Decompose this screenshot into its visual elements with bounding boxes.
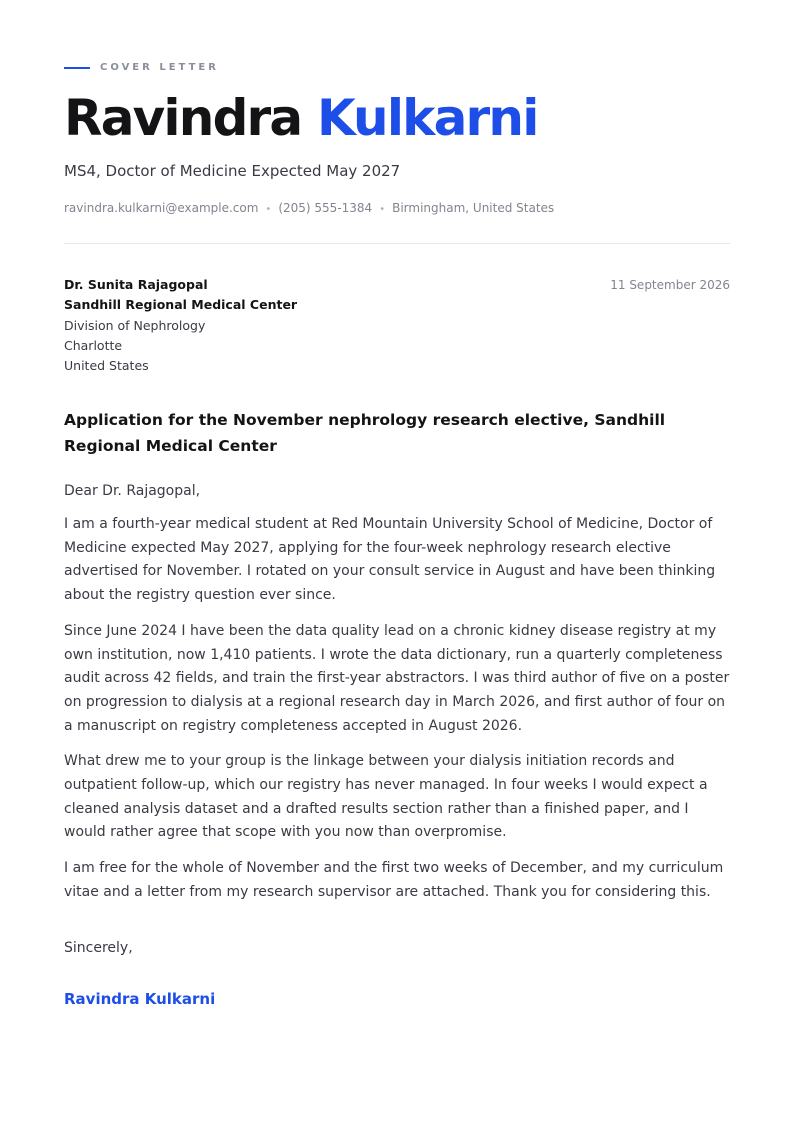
body-paragraph: What drew me to your group is the linkage between your dialysis initiation records and outpatient follow-up, which our registry has never managed. In four weeks I would expect a cleaned analysis dataset and a drafted results section rather than a finished paper, and I would rather agree that scope with you now than overpromise. xyxy=(64,753,708,841)
degree-line: MS4, Doctor of Medicine Expected May 2027 xyxy=(64,162,401,180)
recipient-city: Charlotte xyxy=(64,337,123,353)
recipient-organization: Sandhill Regional Medical Center xyxy=(64,297,298,313)
letter-body xyxy=(64,513,730,917)
salutation: Dear Dr. Rajagopal, xyxy=(64,483,201,499)
contact-separator: • xyxy=(379,204,386,215)
recipient-name: Dr. Sunita Rajagopal xyxy=(64,277,208,292)
contact-line xyxy=(64,199,554,219)
letter-date: 11 September 2026 xyxy=(610,278,730,292)
recipient-block xyxy=(64,275,297,376)
accent-rule xyxy=(64,67,90,69)
body-paragraph: Since June 2024 I have been the data quality lead on a chronic kidney disease registry at my own institution, now 1,410 patients. I wrote the data dictionary, run a quarterly completeness audit across 42 fields, and train the first-year abstractors. I was third author of five on a poster on progression to dialysis at a regional research day in March 2026, and first author of four on a manuscript on registry completeness accepted in August 2026. xyxy=(64,622,730,734)
applicant-name xyxy=(64,84,538,152)
closing: Sincerely, xyxy=(64,940,133,956)
body-paragraph: I am a fourth-year medical student at Red Mountain University School of Medicine, Doctor of Medicine expected May 2027, applying for the four-week nephrology research elective advertised for November. I rotated on your consult service in August and have been thinking about the registry question ever since. xyxy=(64,516,716,604)
contact-separator: • xyxy=(265,204,272,215)
letter-subject: Application for the November nephrology research elective, Sandhill Regional Medical Center xyxy=(64,411,666,455)
eyebrow xyxy=(64,62,219,73)
phone-number[interactable]: (205) 555-1384 xyxy=(278,201,373,215)
body-paragraph: I am free for the whole of November and the first two weeks of December, and my curriculum vitae and a letter from my research supervisor are attached. Thank you for considering this. xyxy=(64,860,724,900)
first-name: Ravindra xyxy=(64,89,302,147)
eyebrow-label: COVER LETTER xyxy=(100,62,219,73)
recipient-country: United States xyxy=(64,358,149,374)
last-name: Kulkarni xyxy=(316,89,538,147)
header-divider xyxy=(64,243,730,244)
recipient-department: Division of Nephrology xyxy=(64,317,206,333)
location: Birmingham, United States xyxy=(392,201,555,215)
signature: Ravindra Kulkarni xyxy=(64,990,216,1008)
email-link[interactable]: ravindra.kulkarni@example.com xyxy=(64,201,259,215)
